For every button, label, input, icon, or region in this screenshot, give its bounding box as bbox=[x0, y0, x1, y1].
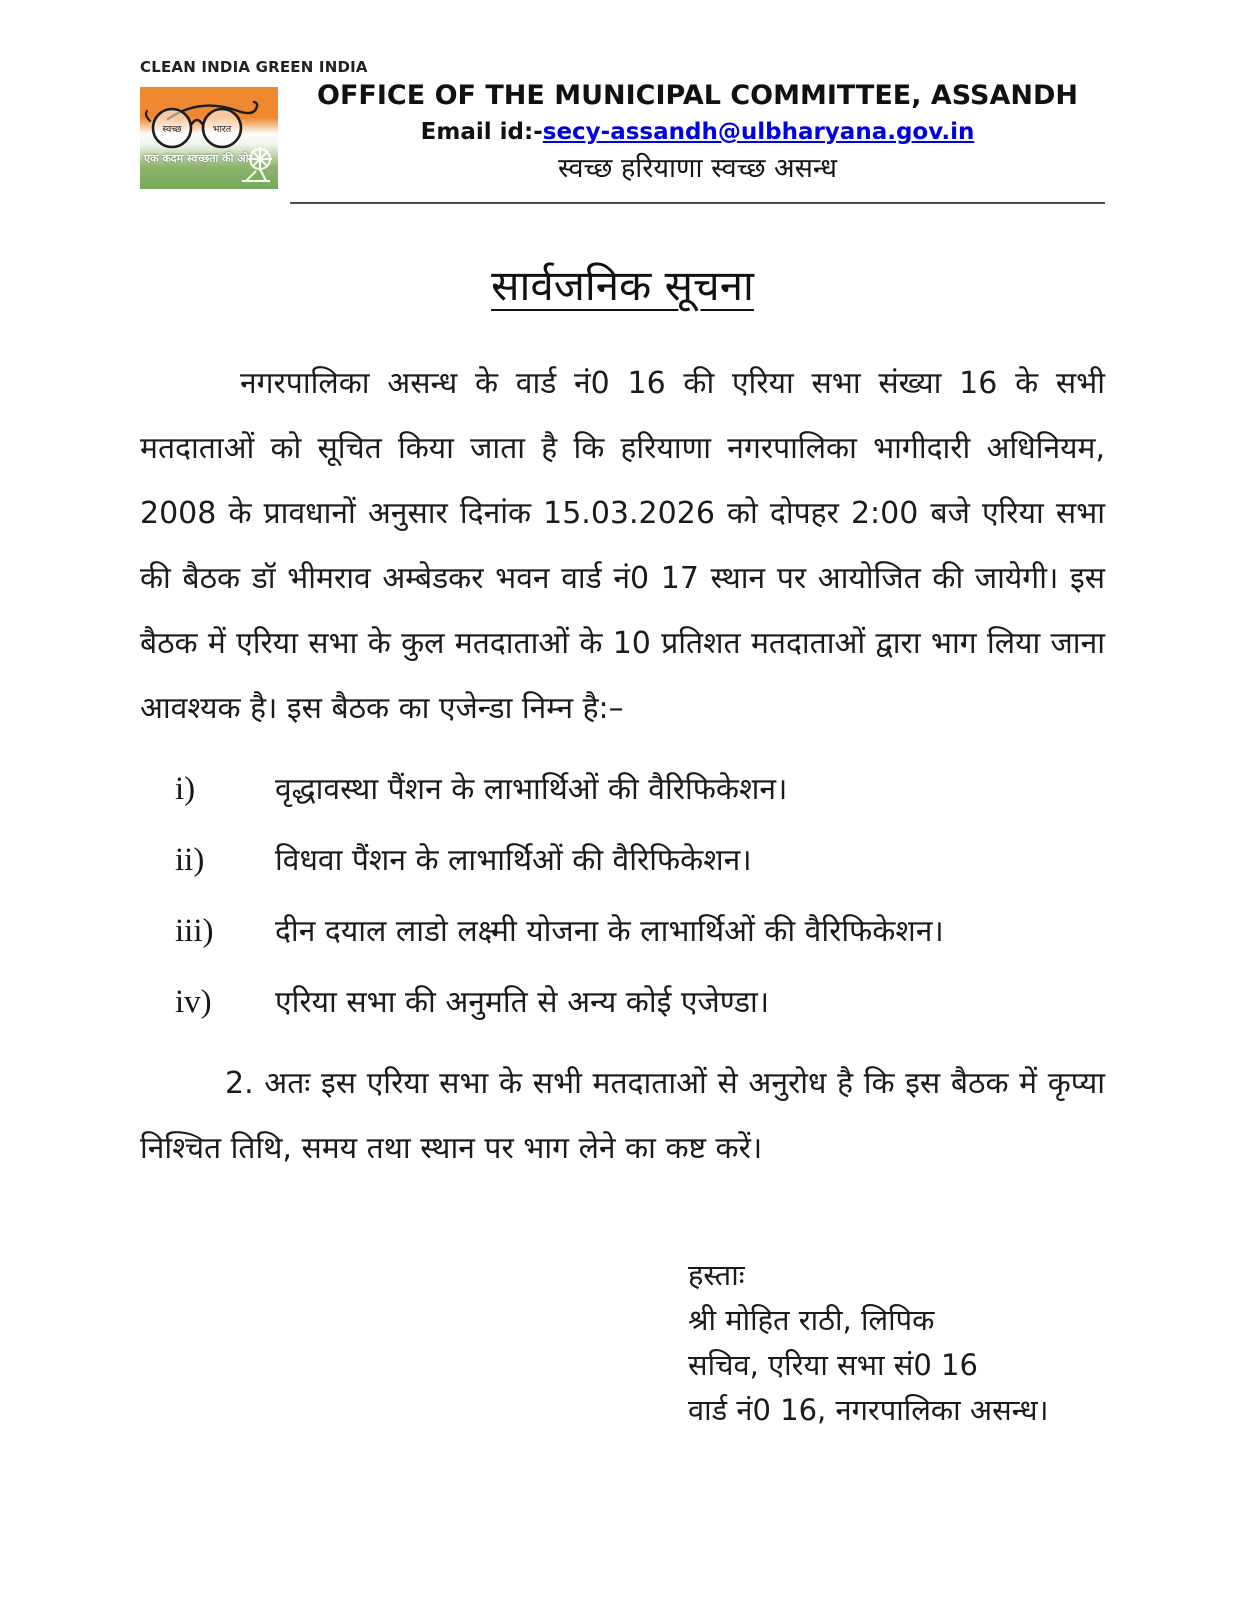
notice-paragraph-1: नगरपालिका असन्ध के वार्ड नं0 16 की एरिया सभा संख्या 16 के सभी मतदाताओं को सूचित किया जाता है कि हरियाणा नगरपालिका भागीदारी अधिनियम, 2008 के प्रावधानों अनुसार दिनांक 15.03.2026 को दोपहर 2:00 बजे एरिया सभा की बैठक डॉ भीमराव अम्बेडकर भवन वार्ड नं0 17 स्थान पर आयोजित की जायेगी। इस बैठक में एरिया सभा के कुल मतदाताओं के 10 प्रतिशत मतदाताओं द्वारा भाग लिया जाना आवश्यक है। इस बैठक का एजेन्डा निम्न है:– bbox=[140, 366, 1105, 726]
office-title: OFFICE OF THE MUNICIPAL COMMITTEE, ASSANDH bbox=[317, 80, 1078, 111]
agenda-text: दीन दयाल लाडो लक्ष्मी योजना के लाभार्थिओं की वैरिफिकेशन। bbox=[275, 914, 944, 949]
agenda-item-3 bbox=[140, 909, 1105, 954]
agenda-item-4 bbox=[140, 980, 1105, 1025]
email-label: Email id:- bbox=[420, 119, 543, 145]
signature-line-designation: सचिव, एरिया सभा सं0 16 bbox=[688, 1348, 978, 1382]
agenda-marker: iii) bbox=[175, 913, 214, 949]
agenda-text: विधवा पैंशन के लाभार्थिओं की वैरिफिकेशन। bbox=[275, 843, 752, 878]
charkha-icon bbox=[236, 143, 276, 187]
header-left bbox=[140, 58, 368, 189]
agenda-marker: iv) bbox=[175, 984, 212, 1020]
email-link[interactable]: secy-assandh@ulbharyana.gov.in bbox=[542, 119, 975, 145]
header-right bbox=[290, 58, 1105, 204]
clean-india-tagline: CLEAN INDIA GREEN INDIA bbox=[140, 58, 368, 76]
agenda-text: वृद्धावस्था पैंशन के लाभार्थिओं की वैरिफिकेशन। bbox=[275, 772, 788, 807]
agenda-item-2 bbox=[140, 838, 1105, 883]
signature-line-ward: वार्ड नं0 16, नगरपालिका असन्ध। bbox=[688, 1393, 1049, 1427]
lens-right-text: भारत bbox=[212, 124, 232, 135]
agenda-item-1 bbox=[140, 767, 1105, 812]
lens-left-text: स्वच्छ bbox=[162, 124, 182, 135]
agenda-marker: ii) bbox=[175, 842, 205, 878]
logo-caption: एक कदम स्वच्छता की ओर bbox=[144, 152, 254, 165]
hindi-tagline: स्वच्छ हरियाणा स्वच्छ असन्ध bbox=[557, 153, 837, 184]
agenda-marker: i) bbox=[175, 771, 196, 807]
notice-paragraph-2: 2. अतः इस एरिया सभा के सभी मतदाताओं से अनुरोध है कि इस बैठक में कृप्या निश्चित तिथि, समय तथा स्थान पर भाग लेने का कष्ट करें। bbox=[140, 1066, 1105, 1166]
header bbox=[140, 58, 1105, 204]
signature-block bbox=[688, 1253, 1105, 1433]
agenda-list bbox=[140, 767, 1105, 1025]
signature-line-name: श्री मोहित राठी, लिपिक bbox=[688, 1303, 935, 1337]
swachh-bharat-logo bbox=[140, 87, 278, 189]
signature-line-initials: हस्ताः bbox=[688, 1258, 745, 1292]
agenda-text: एरिया सभा की अनुमति से अन्य कोई एजेण्डा। bbox=[275, 985, 770, 1020]
notice-title: सार्वजनिक सूचना bbox=[491, 261, 754, 310]
email-line bbox=[290, 114, 1105, 150]
